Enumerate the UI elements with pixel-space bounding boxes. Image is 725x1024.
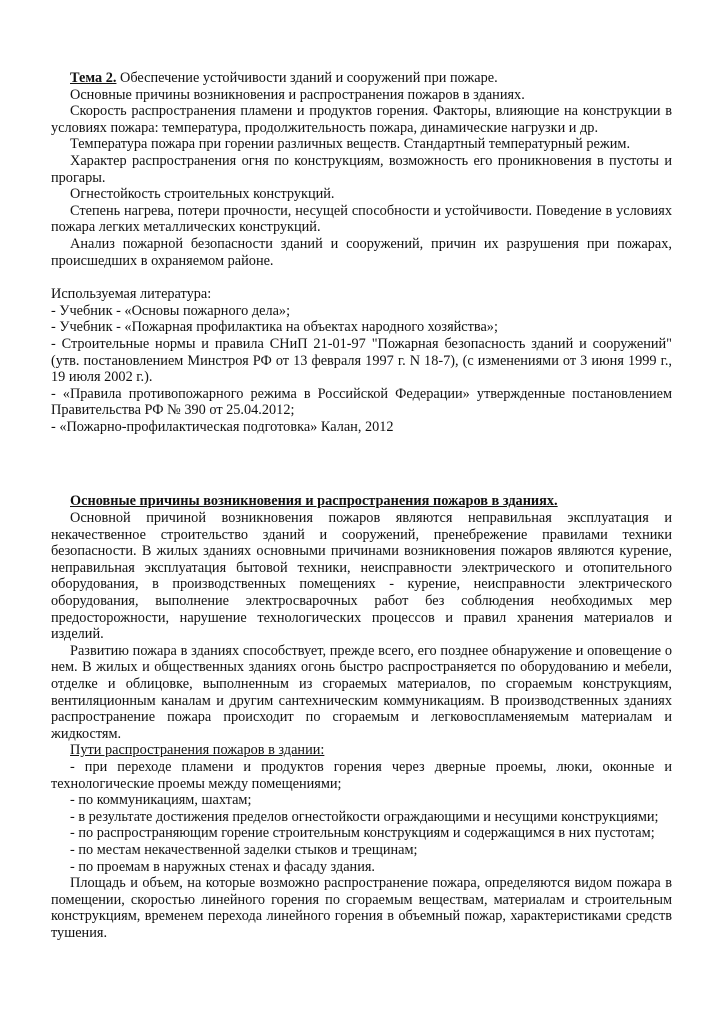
paths-list-item: - по проемам в наружных стенах и фасаду здания. xyxy=(70,858,376,875)
topic-block xyxy=(51,70,672,269)
topic-label: Тема 2. xyxy=(70,70,117,86)
section-paragraph: Основной причиной возникновения пожаров являются неправильная эксплуатация и некачественное строительство зданий и сооружений, пренебрежение правилами техники безопасности. В жилых зданиях основными причинами возникновения пожаров являются курение, неправильная эксплуатация бытовой техники, неисправности электрического и отопительного оборудования, в производственных помещениях - курение, неисправности электрического оборудования, выполнение электросварочных работ без соблюдения необходимых мер предосторожности, нарушение технологических процессов и правил хранения материалов и изделий. xyxy=(51,510,672,643)
literature-item: - Строительные нормы и правила СНиП 21-01-97 "Пожарная безопасность зданий и сооружений" (утв. постановлением Минстроя РФ от 13 февраля 1997 г. N 18-7), (с изменениями от 3 июня 1999 г., 19 июля 2002 г.). xyxy=(51,335,672,386)
topic-paragraph: Характер распространения огня по конструкциям, возможность его проникновения в пустоты и прогары. xyxy=(51,152,672,186)
topic-paragraph: Основные причины возникновения и распространения пожаров в зданиях. xyxy=(70,86,525,103)
paths-list-item: - по распространяющим горение строительным конструкциям и содержащимся в них пустотам; xyxy=(70,825,655,842)
literature-item: - Учебник - «Основы пожарного дела»; xyxy=(51,302,291,319)
literature-item: - «Пожарно-профилактическая подготовка» Калан, 2012 xyxy=(51,418,394,435)
paths-list-item: - в результате достижения пределов огнестойкости ограждающими и несущими конструкциями; xyxy=(70,808,659,825)
topic-paragraph: Температура пожара при горении различных веществ. Стандартный температурный режим. xyxy=(70,136,631,153)
section-paragraph: Площадь и объем, на которые возможно распространение пожара, определяются видом пожара в помещении, скоростью линейного горения по сгораемым веществам, материалам и строительным конструкциям, временем перехода линейного горения в объемный пожар, характеристиками средств тушения. xyxy=(51,875,672,941)
paths-list-item: - по местам некачественной заделки стыков и трещинам; xyxy=(70,841,418,858)
paths-heading-line xyxy=(51,742,672,759)
paths-list-item: - по коммуникациям, шахтам; xyxy=(70,792,252,809)
section-paragraph: Развитию пожара в зданиях способствует, прежде всего, его позднее обнаружение и оповещение о нем. В жилых и общественных зданиях огонь быстро распространяется по оборудованию и мебели, отделке и облицовке, выполненным из сгораемых материалов, по сгораемым конструкциям, вентиляционным каналам и другим сантехническим коммуникациям. В производственных зданиях распространение пожара происходит по сгораемым и легковоспламеняемым материалам и жидкостям. xyxy=(51,642,672,742)
paths-list xyxy=(51,759,672,875)
topic-paragraph: Скорость распространения пламени и продуктов горения. Факторы, влияющие на конструкции в условиях пожара: температура, продолжительность пожара, динамические нагрузки и др. xyxy=(51,103,672,136)
topic-paragraph: Огнестойкость строительных конструкций. xyxy=(70,186,335,203)
paths-list-item: - при переходе пламени и продуктов горения через дверные проемы, люки, оконные и технологические проемы между помещениями; xyxy=(51,758,672,792)
literature-item: - Учебник - «Пожарная профилактика на объектах народного хозяйства»; xyxy=(51,319,498,336)
literature-item: - «Правила противопожарного режима в Российской Федерации» утвержденные постановлением Правительства РФ № 390 от 25.04.2012; xyxy=(51,385,672,419)
section-heading-text: Основные причины возникновения и распространения пожаров в зданиях. xyxy=(70,493,558,510)
section-heading xyxy=(51,493,672,510)
causes-section xyxy=(51,493,672,941)
topic-paragraph: Анализ пожарной безопасности зданий и сооружений, причин их разрушения при пожарах, происшедших в охраняемом районе. xyxy=(51,235,672,269)
topic-paragraph: Степень нагрева, потери прочности, несущей способности и устойчивости. Поведение в условиях пожара легких металлических конструкций. xyxy=(51,202,672,236)
topic-title-line xyxy=(51,70,672,87)
topic-title: Обеспечение устойчивости зданий и сооружений при пожаре. xyxy=(116,70,498,86)
literature-block xyxy=(51,286,672,435)
literature-heading: Используемая литература: xyxy=(51,286,212,303)
page-content xyxy=(51,70,672,942)
paths-heading: Пути распространения пожаров в здании: xyxy=(70,742,325,759)
